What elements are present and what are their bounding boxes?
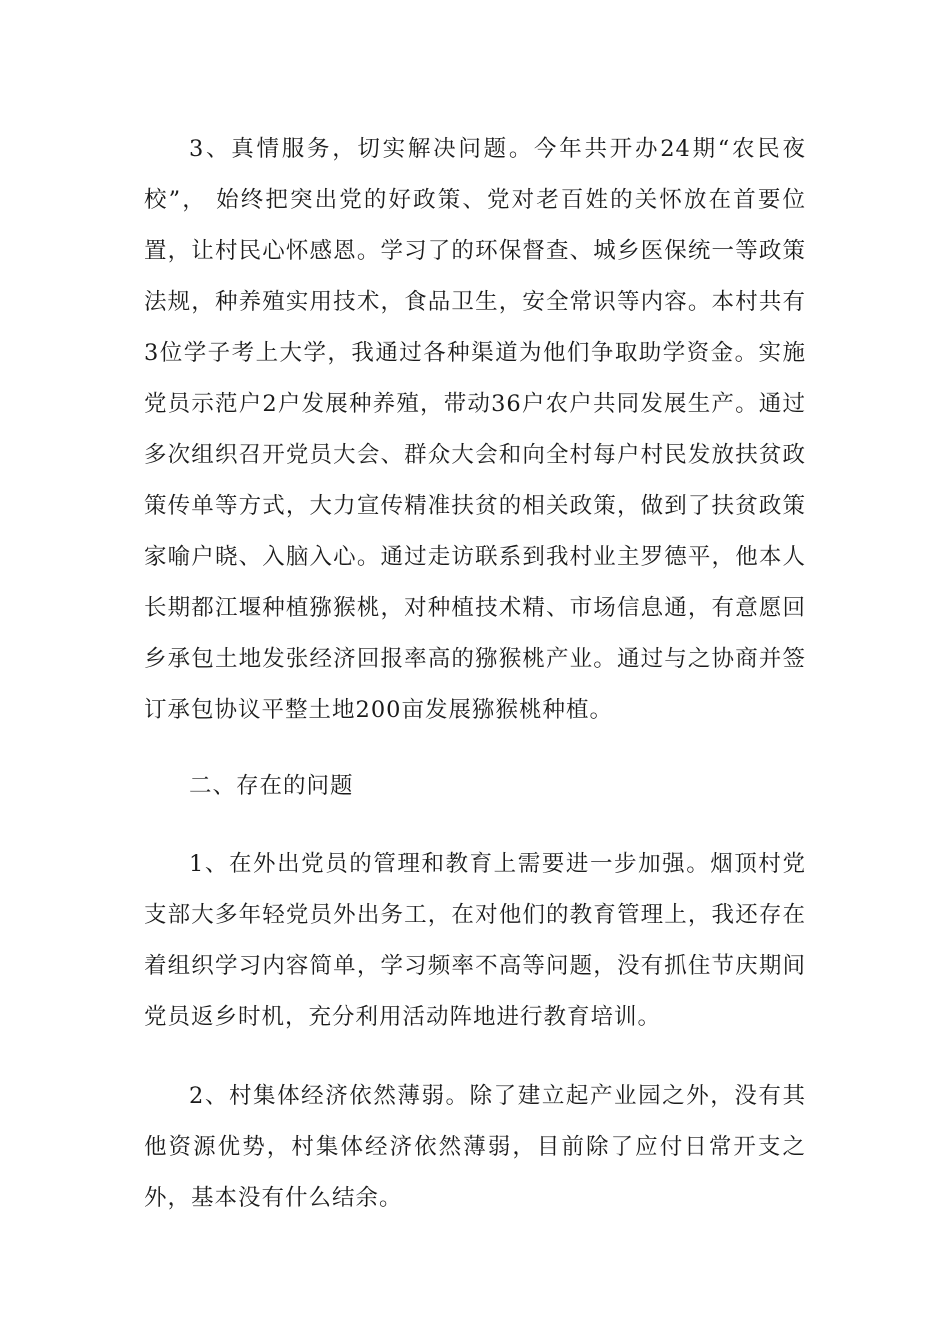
- document-page: [144, 124, 806, 1224]
- paragraph-party-member-management: 1、在外出党员的管理和教育上需要进一步加强。烟顶村党支部大多年轻党员外出务工，在对他们的教育管理上，我还存在着组织学习内容简单，学习频率不高等问题，没有抓住节庆期间党员返乡时机，充分利用活动阵地进行教育培训。: [144, 851, 806, 1030]
- paragraph-collective-economy: 2、村集体经济依然薄弱。除了建立起产业园之外，没有其他资源优势，村集体经济依然薄弱，目前除了应付日常开支之外，基本没有什么结余。: [144, 1083, 806, 1211]
- paragraph-service-achievements: 3、真情服务，切实解决问题。今年共开办24期“农民夜校”， 始终把突出党的好政策、党对老百姓的关怀放在首要位置，让村民心怀感恩。学习了的环保督查、城乡医保统一等政策法规，种养殖实用技术，食品卫生，安全常识等内容。本村共有3位学子考上大学，我通过各种渠道为他们争取助学资金。实施党员示范户2户发展种养殖，带动36户农户共同发展生产。通过多次组织召开党员大会、群众大会和向全村每户村民发放扶贫政策传单等方式，大力宣传精准扶贫的相关政策，做到了扶贫政策家喻户晓、入脑入心。通过走访联系到我村业主罗德平，他本人长期都江堰种植猕猴桃，对种植技术精、市场信息通，有意愿回乡承包土地发张经济回报率高的猕猴桃产业。通过与之协商并签订承包协议平整土地200亩发展猕猴桃种植。: [144, 136, 806, 723]
- section-heading-existing-problems: 二、存在的问题: [189, 773, 354, 799]
